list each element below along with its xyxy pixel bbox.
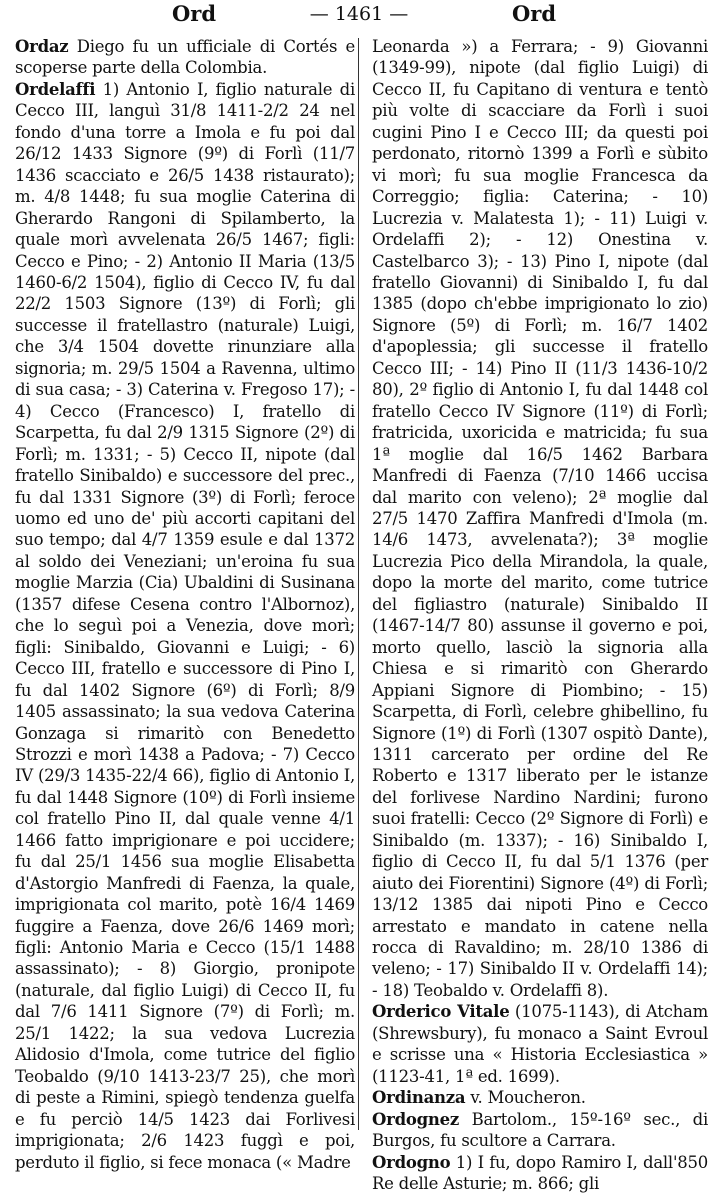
entry-text: Bartolom., 15º-16º sec., di Burgos, fu scultore a Carrara. (372, 1109, 708, 1151)
entry-text: 1) Antonio I, figlio naturale di Cecco III, languì 31/8 1411-2/2 24 nel fondo d'una torre a Imola e fu poi dal 26/12 1433 Signore (9º) di Forlì (11/7 1436 scacciato e 26/5 1438 ristaurato); m. 4/8 1448; fu sua moglie Caterina di Gherardo Rangoni di Spilamberto, la quale morì avvelenata 26/5 1467; figli: Cecco e Pino; - 2) Antonio II Maria (13/5 1460-6/2 1504), figlio di Cecco IV, fu dal 22/2 1503 Signore (13º) di Forlì; gli successe il fratellastro (naturale) Luigi, che 3/4 1504 dovette rinunziare alla signoria; m. 29/5 1504 a Ravenna, ultimo di sua casa; - 3) Caterina v. Fregoso 17); - 4) Cecco (Francesco) I, fratello di Scarpetta, fu dal 2/9 1315 Signore (2º) di Forlì; m. 1331; - 5) Cecco II, nipote (dal fratello Sinibaldo) e successore del prec., fu dal 1331 Signore (3º) di Forlì; feroce uomo ed uno de' più accorti capitani del suo tempo; dal 4/7 1359 esule e dal 1372 al soldo dei Veneziani; un'eroina fu sua moglie Marzia (Cia) Ubaldini di Susinana (1357 difese Cesena contro l'Albornoz), che lo seguì poi a Venezia, dove morì; figli: Sinibaldo, Giovanni e Luigi; - 6) Cecco III, fratello e successore di Pino I, fu dal 1402 Signore (6º) di Forlì; 8/9 1405 assassinato; la sua vedova Caterina Gonzaga si rimaritò con Benedetto Strozzi e morì 1438 a Padova; - 7) Cecco IV (29/3 1435-22/4 66), figlio di Antonio I, fu dal 1448 Signore (10º) di Forlì insieme col fratello Pino II, dal quale venne 4/1 1466 fatto imprigionare e poi uccidere; fu dal 25/1 1456 sua moglie Elisabetta d'Astorgio Manfredi di Faenza, la quale, imprigionata col marito, potè 16/4 1469 fuggire a Faenza, dove 26/6 1469 morì; figli: Antonio Maria e Cecco (15/1 1488 assassinato); - 8) Giorgio, pronipote (naturale, dal figlio Luigi) di Cecco II, fu dal 7/6 1411 Signore (7º) di Forlì; m. 25/1 1422; la sua vedova Lucrezia Alidosio d'Imola, come tutrice del figlio Teobaldo (9/10 1413-23/7 25), che morì di peste a Rimini, spiegò tendenza guelfa e fu perciò 14/5 1423 dai Forlivesi imprigionata; 2/6 1423 fuggì e poi, perduto il figlio, si fece monaca (« Madre (15, 79, 355, 1172)
entry-ordinanza (372, 1087, 708, 1108)
entry-text: v. Moucheron. (465, 1088, 586, 1108)
headword: Ordelaffi (15, 79, 96, 99)
entry-text: Leonarda ») a Ferrara; - 9) Giovanni (1349-99), nipote (dal figlio Luigi) di Cecco II, fu Capitano di ventura e tentò più volte di scacciare da Forlì i suoi cugini Pino I e Cecco III; da questi poi perdonato, ritornò 1399 a Forlì e sùbito vi morì; fu sua moglie Francesca da Correggio; figlia: Caterina; - 10) Lucrezia v. Malatesta 1); - 11) Luigi v. Ordelaffi 2); - 12) Onestina v. Castelbarco 3); - 13) Pino I, nipote (dal fratello Giovanni) di Sinibaldo I, fu dal 1385 (dopo ch'ebbe imprigionato lo zio) Signore (5º) di Forlì; m. 16/7 1402 d'apoplessia; gli successe il fratello Cecco III; - 14) Pino II (11/3 1436-10/2 80), 2º figlio di Antonio I, fu dal 1448 col fratello Cecco IV Signore (11º) di Forlì; fratricida, uxoricida e matricida; fu sua 1ª moglie dal 16/5 1462 Barbara Manfredi di Faenza (7/10 1466 uccisa dal marito con veleno); 2ª moglie dal 27/5 1470 Zaffira Manfredi d'Imola (m. 14/6 1473, avvelenata?); 3ª moglie Lucrezia Pico della Mirandola, la quale, dopo la morte del marito, come tutrice del figliastro (naturale) Sinibaldo II (1467-14/7 80) assunse il governo e poi, morto quello, lasciò la signoria alla Chiesa e si rimaritò con Gherardo Appiani Signore di Piombino; - 15) Scarpetta, di Forlì, celebre ghibellino, fu Signore (1º) di Forlì (1307 ospitò Dante), 1311 carcerato per ordine del Re Roberto e 1317 liberato per le istanze del forlivese Nardino Nardini; furono suoi fratelli: Cecco (2º Signore di Forlì) e Sinibaldo (m. 1337); - 16) Sinibaldo I, figlio di Cecco II, fu dal 5/1 1376 (per aiuto dei Fiorentini) Signore (4º) di Forlì; 13/12 1385 dai nipoti Pino e Cecco arrestato e mandato in catene nella rocca di Ravaldino; m. 28/10 1386 di veleno; - 17) Sinibaldo II v. Ordelaffi 14); - 18) Teobaldo v. Ordelaffi 8). (372, 37, 708, 1000)
entry-ordognez (372, 1109, 708, 1152)
entry-ordelaffi-continued (372, 36, 708, 1001)
headword: Ordognez (372, 1109, 460, 1129)
headword: Ordaz (15, 37, 69, 56)
right-column (372, 36, 708, 1194)
entry-text: (1075-1143), di Atcham (Shrewsbury), fu monaco a Saint Evroul e scrisse una « Historia Ecclesiastica » (1123-41, 1ª ed. 1699). (372, 1002, 709, 1086)
entry-ordaz (15, 36, 355, 79)
entry-ordogno (372, 1152, 708, 1194)
entry-ordelaffi (15, 79, 355, 1173)
headword: Ordogno (372, 1152, 451, 1172)
page-number: — 1461 — (309, 3, 409, 25)
entry-orderico-vitale (372, 1001, 708, 1087)
column-divider (358, 38, 359, 1130)
entry-text: 1) I fu, dopo Ramiro I, dall'850 Re delle Asturie; m. 866; gli (372, 1152, 708, 1194)
header-right-keyword: Ord (512, 1, 557, 26)
page-header (0, 0, 718, 30)
header-left-keyword: Ord (172, 1, 217, 26)
headword: Orderico Vitale (372, 1002, 510, 1022)
left-column (15, 36, 355, 1173)
entry-text: Diego fu un ufficiale di Cortés e scoperse parte della Colombia. (15, 37, 355, 78)
headword: Ordinanza (372, 1088, 466, 1108)
